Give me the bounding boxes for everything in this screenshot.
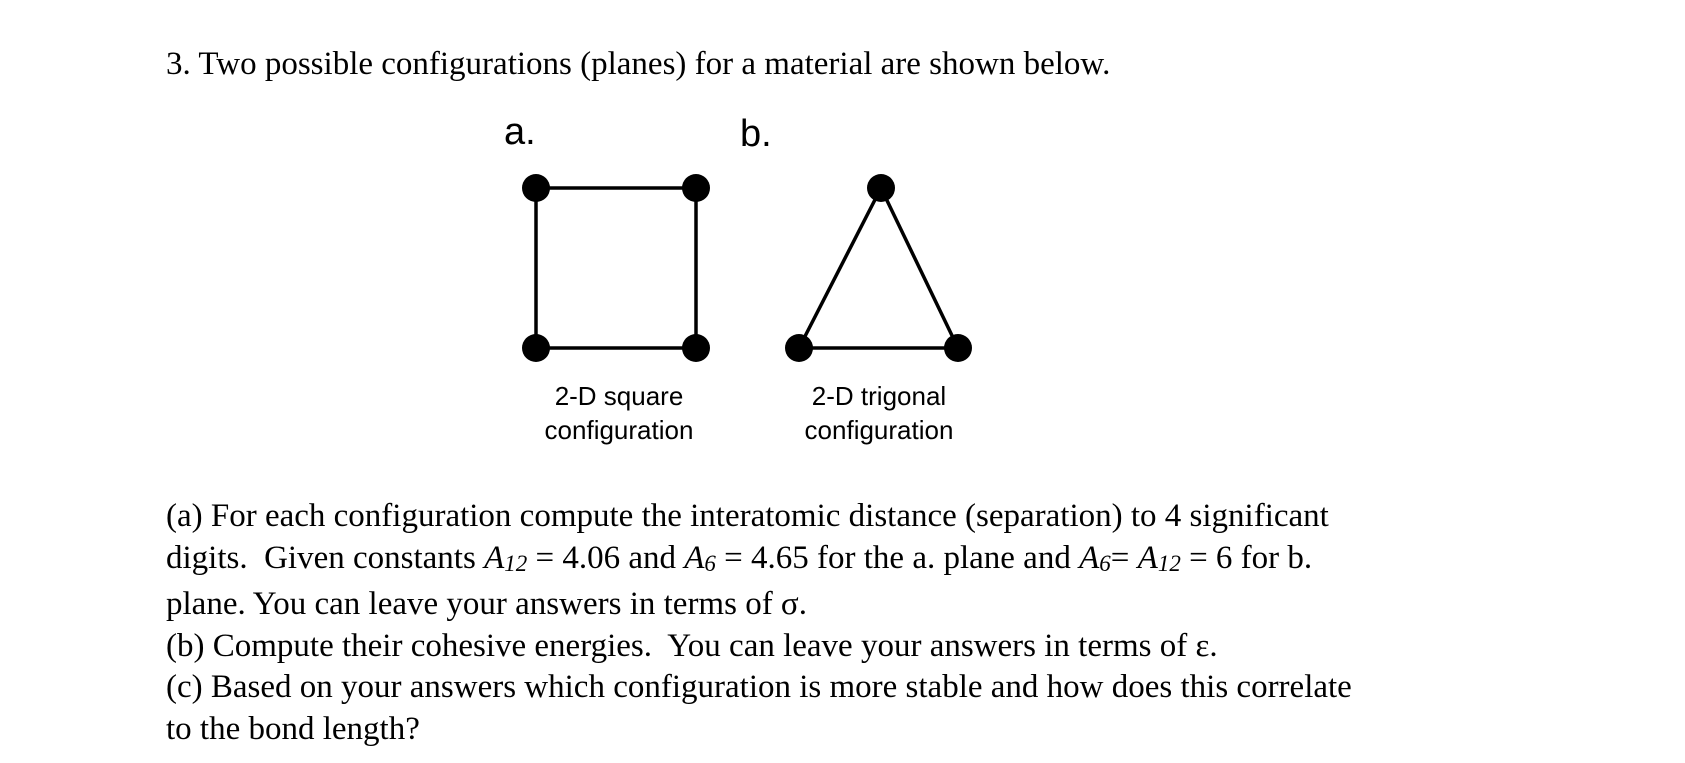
panel-a-caption-line1: 2-D square: [554, 381, 684, 411]
panel-b-label: b.: [740, 113, 772, 155]
panel-a-caption: [499, 379, 739, 447]
constant-b-a6-symbol: A: [1079, 539, 1100, 576]
constant-b-a12-symbol: A: [1137, 539, 1158, 576]
question-intro: 3. Two possible configurations (planes) for a material are shown below.: [166, 46, 1111, 82]
trigonal-configuration: [785, 174, 972, 362]
constant-b-equals: =: [1110, 539, 1138, 576]
atom: [682, 334, 710, 362]
trigonal-bond-right: [881, 188, 958, 348]
atom: [682, 174, 710, 202]
panel-b-caption-line1: 2-D trigonal: [811, 381, 947, 411]
part-a-line3: plane. You can leave your answers in terms of σ.: [166, 586, 807, 622]
atom: [944, 334, 972, 362]
panel-a-label: a.: [504, 111, 536, 153]
constant-b-value: = 6 for b.: [1180, 539, 1313, 576]
part-a-line1: (a) For each configuration compute the interatomic distance (separation) to 4 significant: [166, 498, 1329, 534]
part-a-line2: [166, 538, 1456, 585]
constant-a12-symbol: A: [484, 539, 505, 576]
constant-a6-subscript: 6: [704, 550, 716, 576]
part-b-text: (b) Compute their cohesive energies. You can leave your answers in terms of ε.: [166, 627, 1218, 664]
constant-b-a6-subscript: 6: [1099, 550, 1111, 576]
panel-a-caption-line2: configuration: [544, 415, 694, 445]
trigonal-bond-left: [799, 188, 881, 348]
part-a-line2-prefix: digits. Given constants: [166, 539, 485, 576]
constant-a6-symbol: A: [684, 539, 705, 576]
constant-a12-subscript: 12: [504, 550, 528, 576]
question-parts: [166, 496, 1456, 750]
atom: [522, 174, 550, 202]
part-c-line1: (c) Based on your answers which configuration is more stable and how does this correlate: [166, 669, 1352, 705]
atom: [522, 334, 550, 362]
constant-b-a12-subscript: 12: [1157, 550, 1181, 576]
atom: [867, 174, 895, 202]
constant-a12-value: = 4.06 and: [527, 539, 685, 576]
part-c-line2: to the bond length?: [166, 710, 420, 747]
square-configuration: [522, 174, 710, 362]
panel-b-caption-line2: configuration: [804, 415, 954, 445]
constant-a6-value: = 4.65 for the a. plane and: [715, 539, 1080, 576]
panel-b-caption: [759, 379, 999, 447]
atom: [785, 334, 813, 362]
